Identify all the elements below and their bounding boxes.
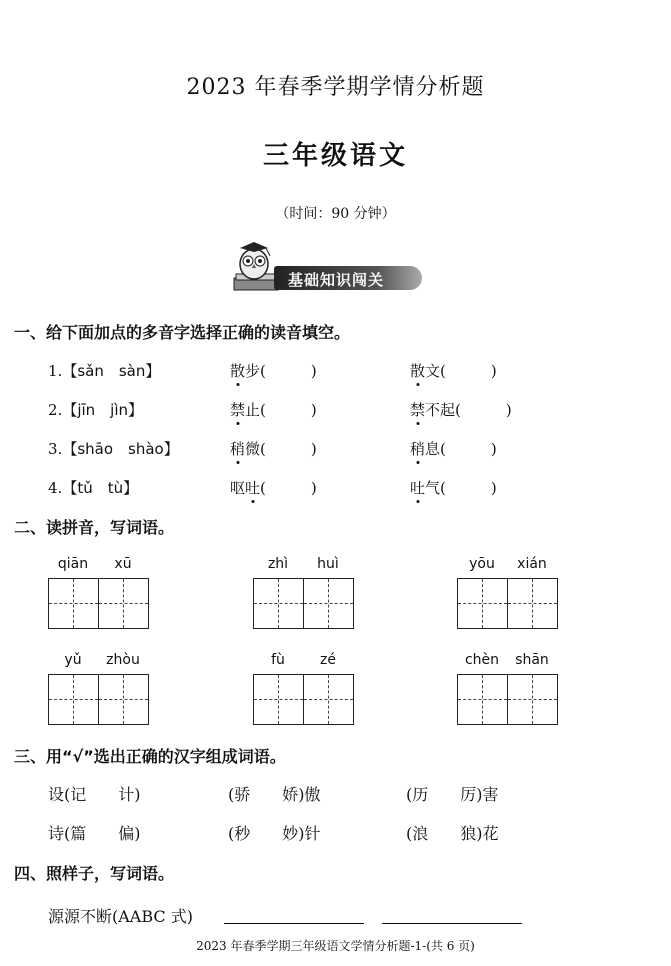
section-1-heading: 一、给下面加点的多音字选择正确的读音填空。: [14, 323, 351, 342]
pinyin-label: xū: [114, 556, 132, 572]
pinyin-label: xián: [517, 556, 547, 572]
question-number: 1.: [48, 362, 63, 380]
guide-line: [328, 675, 329, 724]
word-blank[interactable]: [410, 438, 497, 460]
word-rest: 气( ): [425, 479, 497, 497]
writing-cell[interactable]: [253, 674, 304, 725]
guide-line: [532, 675, 533, 724]
word-rest: 步( ): [245, 362, 317, 380]
word-blank[interactable]: [230, 477, 317, 499]
pinyin-label: zé: [320, 652, 336, 668]
writing-cell[interactable]: [507, 674, 558, 725]
word-rest: 文( ): [425, 362, 497, 380]
writing-cell[interactable]: [303, 674, 354, 725]
answer-line[interactable]: [382, 922, 522, 924]
dotted-char: 稍: [410, 440, 426, 458]
question-row: [48, 477, 138, 499]
dotted-char: 禁: [410, 401, 426, 419]
writing-cell[interactable]: [253, 578, 304, 629]
guide-line: [482, 675, 483, 724]
section-3-heading: 三、用“√”选出正确的汉字组成词语。: [14, 747, 286, 766]
pinyin-options: 【tǔ tù】: [62, 479, 139, 497]
section-banner: [232, 240, 432, 300]
time-limit: （时间：90 分钟）: [275, 206, 396, 222]
guide-line: [123, 579, 124, 628]
writing-cell[interactable]: [98, 578, 149, 629]
question-row: [48, 399, 143, 421]
choice-item[interactable]: 设(记 计): [48, 785, 141, 804]
writing-cell[interactable]: [457, 578, 508, 629]
pinyin-label: shān: [515, 652, 549, 668]
dotted-char: 散: [410, 362, 426, 380]
pinyin-options: 【shāo shào】: [62, 440, 179, 458]
pinyin-label: huì: [317, 556, 339, 572]
pinyin-options: 【sǎn sàn】: [62, 362, 161, 380]
word-rest: ( ): [260, 479, 317, 497]
word-blank[interactable]: [230, 438, 317, 460]
guide-line: [73, 675, 74, 724]
word-pre: 呕: [230, 479, 246, 497]
word-rest: 微( ): [245, 440, 317, 458]
choice-item[interactable]: (历 厉)害: [406, 785, 499, 804]
word-blank[interactable]: [410, 477, 497, 499]
pinyin-label: qiān: [57, 556, 89, 572]
question-number: 3.: [48, 440, 63, 458]
guide-line: [73, 579, 74, 628]
dotted-char: 禁: [230, 401, 246, 419]
writing-cell[interactable]: [457, 674, 508, 725]
writing-cell[interactable]: [98, 674, 149, 725]
writing-cell[interactable]: [48, 578, 99, 629]
choice-item[interactable]: (浪 狼)花: [406, 824, 499, 843]
pinyin-label: zhòu: [106, 652, 140, 668]
example-word: 源源不断(AABC 式): [48, 907, 193, 926]
exam-title: 2023 年春季学期学情分析题: [186, 75, 485, 100]
writing-cell[interactable]: [303, 578, 354, 629]
dotted-char: 散: [230, 362, 246, 380]
word-rest: 止( ): [245, 401, 317, 419]
pinyin-label: fù: [271, 652, 285, 668]
guide-line: [278, 579, 279, 628]
question-number: 2.: [48, 401, 63, 419]
choice-item[interactable]: 诗(篇 偏): [48, 824, 141, 843]
pinyin-label: chèn: [464, 652, 500, 668]
word-rest: 不起( ): [425, 401, 512, 419]
question-number: 4.: [48, 479, 63, 497]
word-blank[interactable]: [230, 360, 317, 382]
pinyin-label: yǔ: [64, 652, 82, 668]
choice-item[interactable]: (秒 妙)针: [228, 824, 321, 843]
guide-line: [482, 579, 483, 628]
word-blank[interactable]: [230, 399, 317, 421]
guide-line: [278, 675, 279, 724]
writing-cell[interactable]: [507, 578, 558, 629]
dotted-char: 吐: [410, 479, 426, 497]
answer-line[interactable]: [224, 922, 364, 924]
section-4-heading: 四、照样子，写词语。: [14, 864, 175, 883]
guide-line: [123, 675, 124, 724]
banner-label: 基础知识闯关: [288, 271, 385, 289]
dotted-char: 吐: [245, 479, 261, 497]
word-blank[interactable]: [410, 399, 512, 421]
section-2-heading: 二、读拼音，写词语。: [14, 518, 175, 537]
choice-item[interactable]: (骄 娇)傲: [228, 785, 321, 804]
pinyin-options: 【jīn jìn】: [62, 401, 143, 419]
writing-cell[interactable]: [48, 674, 99, 725]
question-row: [48, 438, 179, 460]
pinyin-label: zhì: [267, 556, 289, 572]
pinyin-label: yōu: [469, 556, 495, 572]
question-row: [48, 360, 160, 382]
guide-line: [532, 579, 533, 628]
guide-line: [328, 579, 329, 628]
subject-title: 三年级语文: [262, 141, 408, 171]
dotted-char: 稍: [230, 440, 246, 458]
page-footer: 2023 年春季学期三年级语文学情分析题-1-(共 6 页): [196, 939, 475, 953]
word-rest: 息( ): [425, 440, 497, 458]
word-blank[interactable]: [410, 360, 497, 382]
